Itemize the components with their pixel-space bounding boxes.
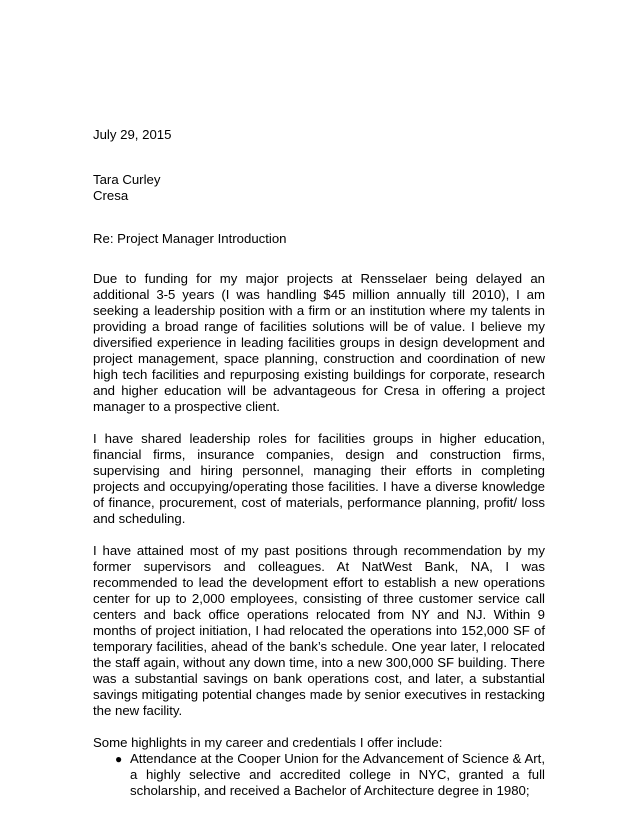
letter-subject: Re: Project Manager Introduction xyxy=(93,231,287,246)
recipient-name: Tara Curley xyxy=(93,172,161,187)
highlight-text: Attendance at the Cooper Union for the Advancement of Science & Art, a highly selective and accredited college in NYC, granted a full scholarship, and received a Bachelor of Architecture degree in 1980; xyxy=(130,751,545,798)
letter-body xyxy=(93,271,545,799)
highlights-list xyxy=(93,751,545,799)
highlights-intro: Some highlights in my career and credentials I offer include: xyxy=(93,735,443,750)
letter-date: July 29, 2015 xyxy=(93,127,172,142)
recipient-company: Cresa xyxy=(93,188,129,203)
body-paragraph-2: I have shared leadership roles for facilities groups in higher education, financial firms, insurance companies, design and construction firms, supervising and hiring personnel, managing their efforts in completing projects and occupying/operating those facilities. I have a diverse knowledge of finance, procurement, cost of materials, performance planning, profit/ loss and scheduling. xyxy=(93,431,545,526)
bullet-icon: ● xyxy=(115,752,123,766)
recipient-block xyxy=(93,172,160,204)
highlight-item xyxy=(115,751,545,799)
body-paragraph-3: I have attained most of my past positions through recommendation by my former supervisors and colleagues. At NatWest Bank, NA, I was recommended to lead the development effort to establish a new operations center for up to 2,000 employees, consisting of three customer service call centers and back office operations relocated from NY and NJ. Within 9 months of project initiation, I had relocated the operations into 152,000 SF of temporary facilities, ahead of the bank’s schedule. One year later, I relocated the staff again, without any down time, into a new 300,000 SF building. There was a substantial savings on bank operations cost, and later, a substantial savings mitigating potential changes made by senior executives in restacking the new facility. xyxy=(93,543,545,718)
body-paragraph-1: Due to funding for my major projects at Rensselaer being delayed an additional 3-5 years (I was handling $45 million annually till 2010), I am seeking a leadership position with a firm or an institution where my talents in providing a broad range of facilities solutions will be of value. I believe my diversified experience in leading facilities groups in design development and project management, space planning, construction and coordination of new high tech facilities and repurposing existing buildings for corporate, research and higher education will be advantageous for Cresa in offering a project manager to a prospective client. xyxy=(93,271,545,414)
